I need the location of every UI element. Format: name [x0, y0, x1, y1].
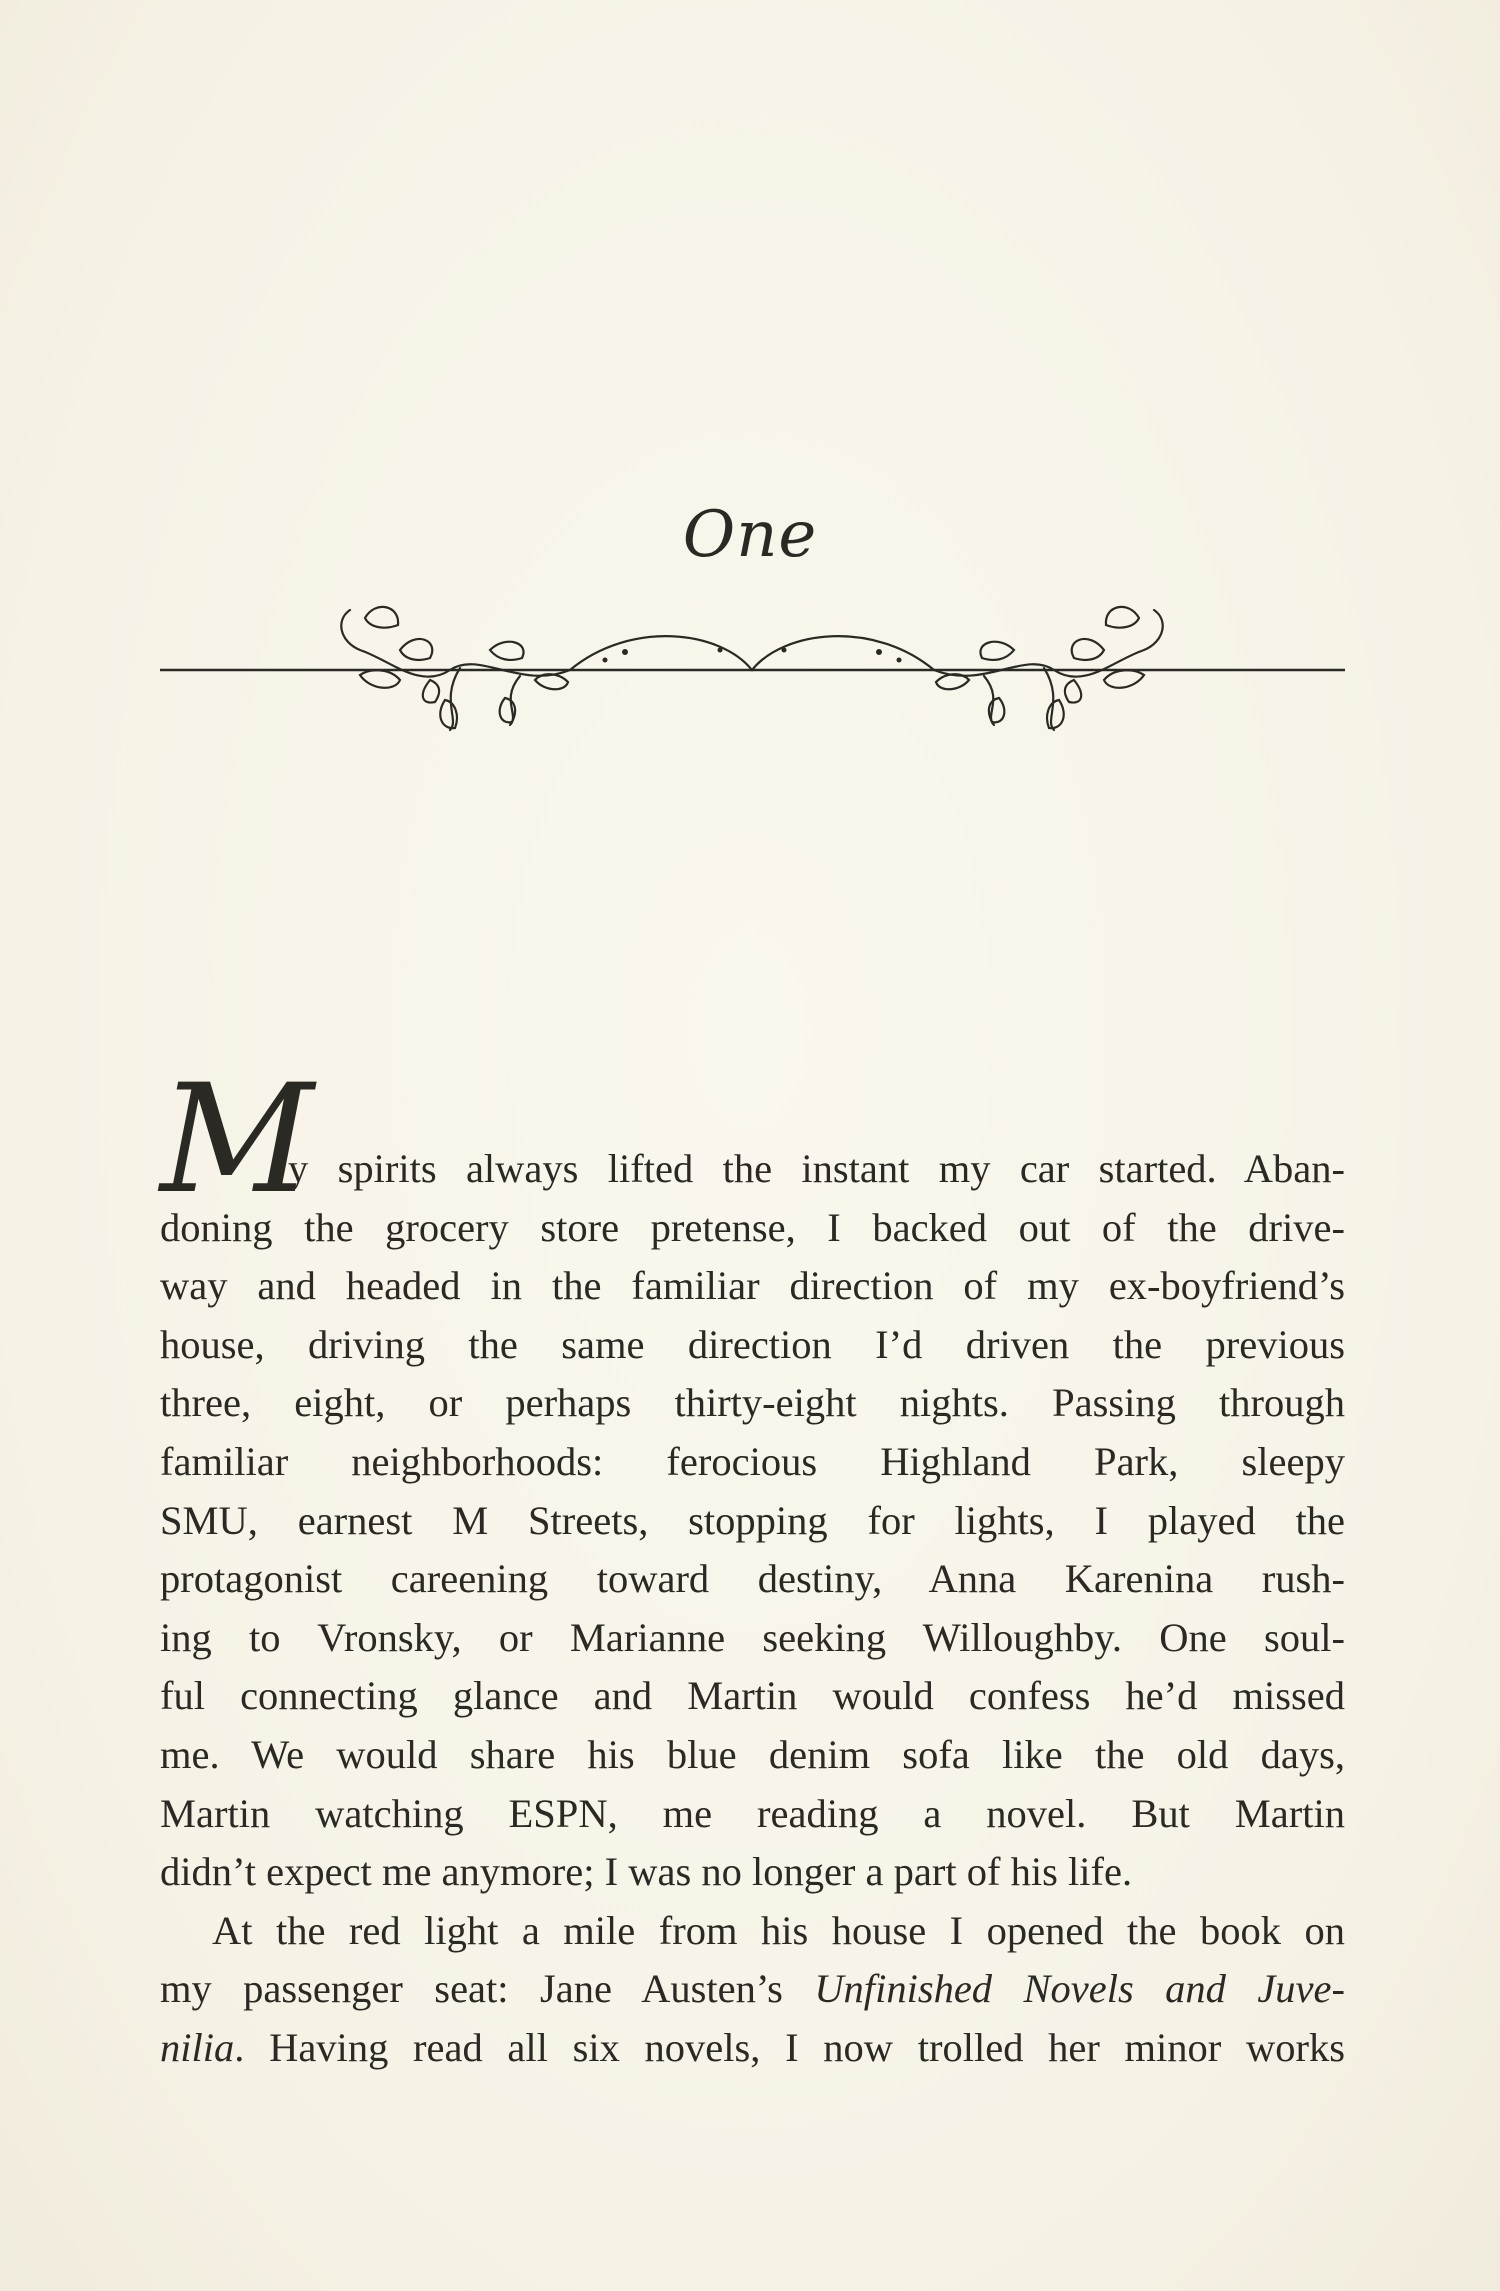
book-title-italic: nilia — [160, 2024, 235, 2070]
paragraph-2 — [160, 1902, 1345, 2078]
paragraph-1 — [160, 1140, 1345, 1902]
text-line: ful connecting glance and Martin would confess he’d missed — [160, 1673, 1345, 1719]
chapter-title: One — [682, 498, 818, 572]
text-line: me. We would share his blue denim sofa like the old days, — [160, 1731, 1345, 1777]
text-line: didn’t expect me anymore; I was no longer a part of his life. — [160, 1849, 1133, 1895]
text-line: way and headed in the familiar direction of my ex-boyfriend’s — [160, 1263, 1345, 1309]
text-line: protagonist careening toward destiny, Anna Karenina rush- — [160, 1556, 1345, 1602]
text-line: house, driving the same direction I’d driven the previous — [160, 1321, 1345, 1367]
text-line — [160, 2019, 1345, 2078]
text-run: . Having read all six novels, I now trolled her minor works — [234, 2024, 1345, 2070]
text-line: ing to Vronsky, or Marianne seeking Willoughby. One soul- — [160, 1614, 1345, 1660]
book-title-italic: Unfinished Novels and Juve- — [814, 1966, 1345, 2012]
drop-cap-letter: M — [160, 1053, 314, 1227]
vine-ornament-divider — [160, 580, 1345, 740]
text-line — [160, 1960, 1345, 2019]
chapter-body — [160, 1140, 1345, 2078]
text-line: At the red light a mile from his house I opened the book on — [212, 1907, 1345, 1953]
text-line: familiar neighborhoods: ferocious Highland Park, sleepy — [160, 1438, 1345, 1484]
text-line: Martin watching ESPN, me reading a novel. But Martin — [160, 1790, 1345, 1836]
text-line: three, eight, or perhaps thirty-eight nights. Passing through — [160, 1380, 1345, 1426]
text-line: y spirits always lifted the instant my car started. Aban- — [288, 1146, 1345, 1191]
text-run: my passenger seat: Jane Austen’s — [160, 1966, 815, 2012]
text-line: doning the grocery store pretense, I backed out of the drive- — [160, 1204, 1345, 1250]
text-line: SMU, earnest M Streets, stopping for lights, I played the — [160, 1497, 1345, 1543]
